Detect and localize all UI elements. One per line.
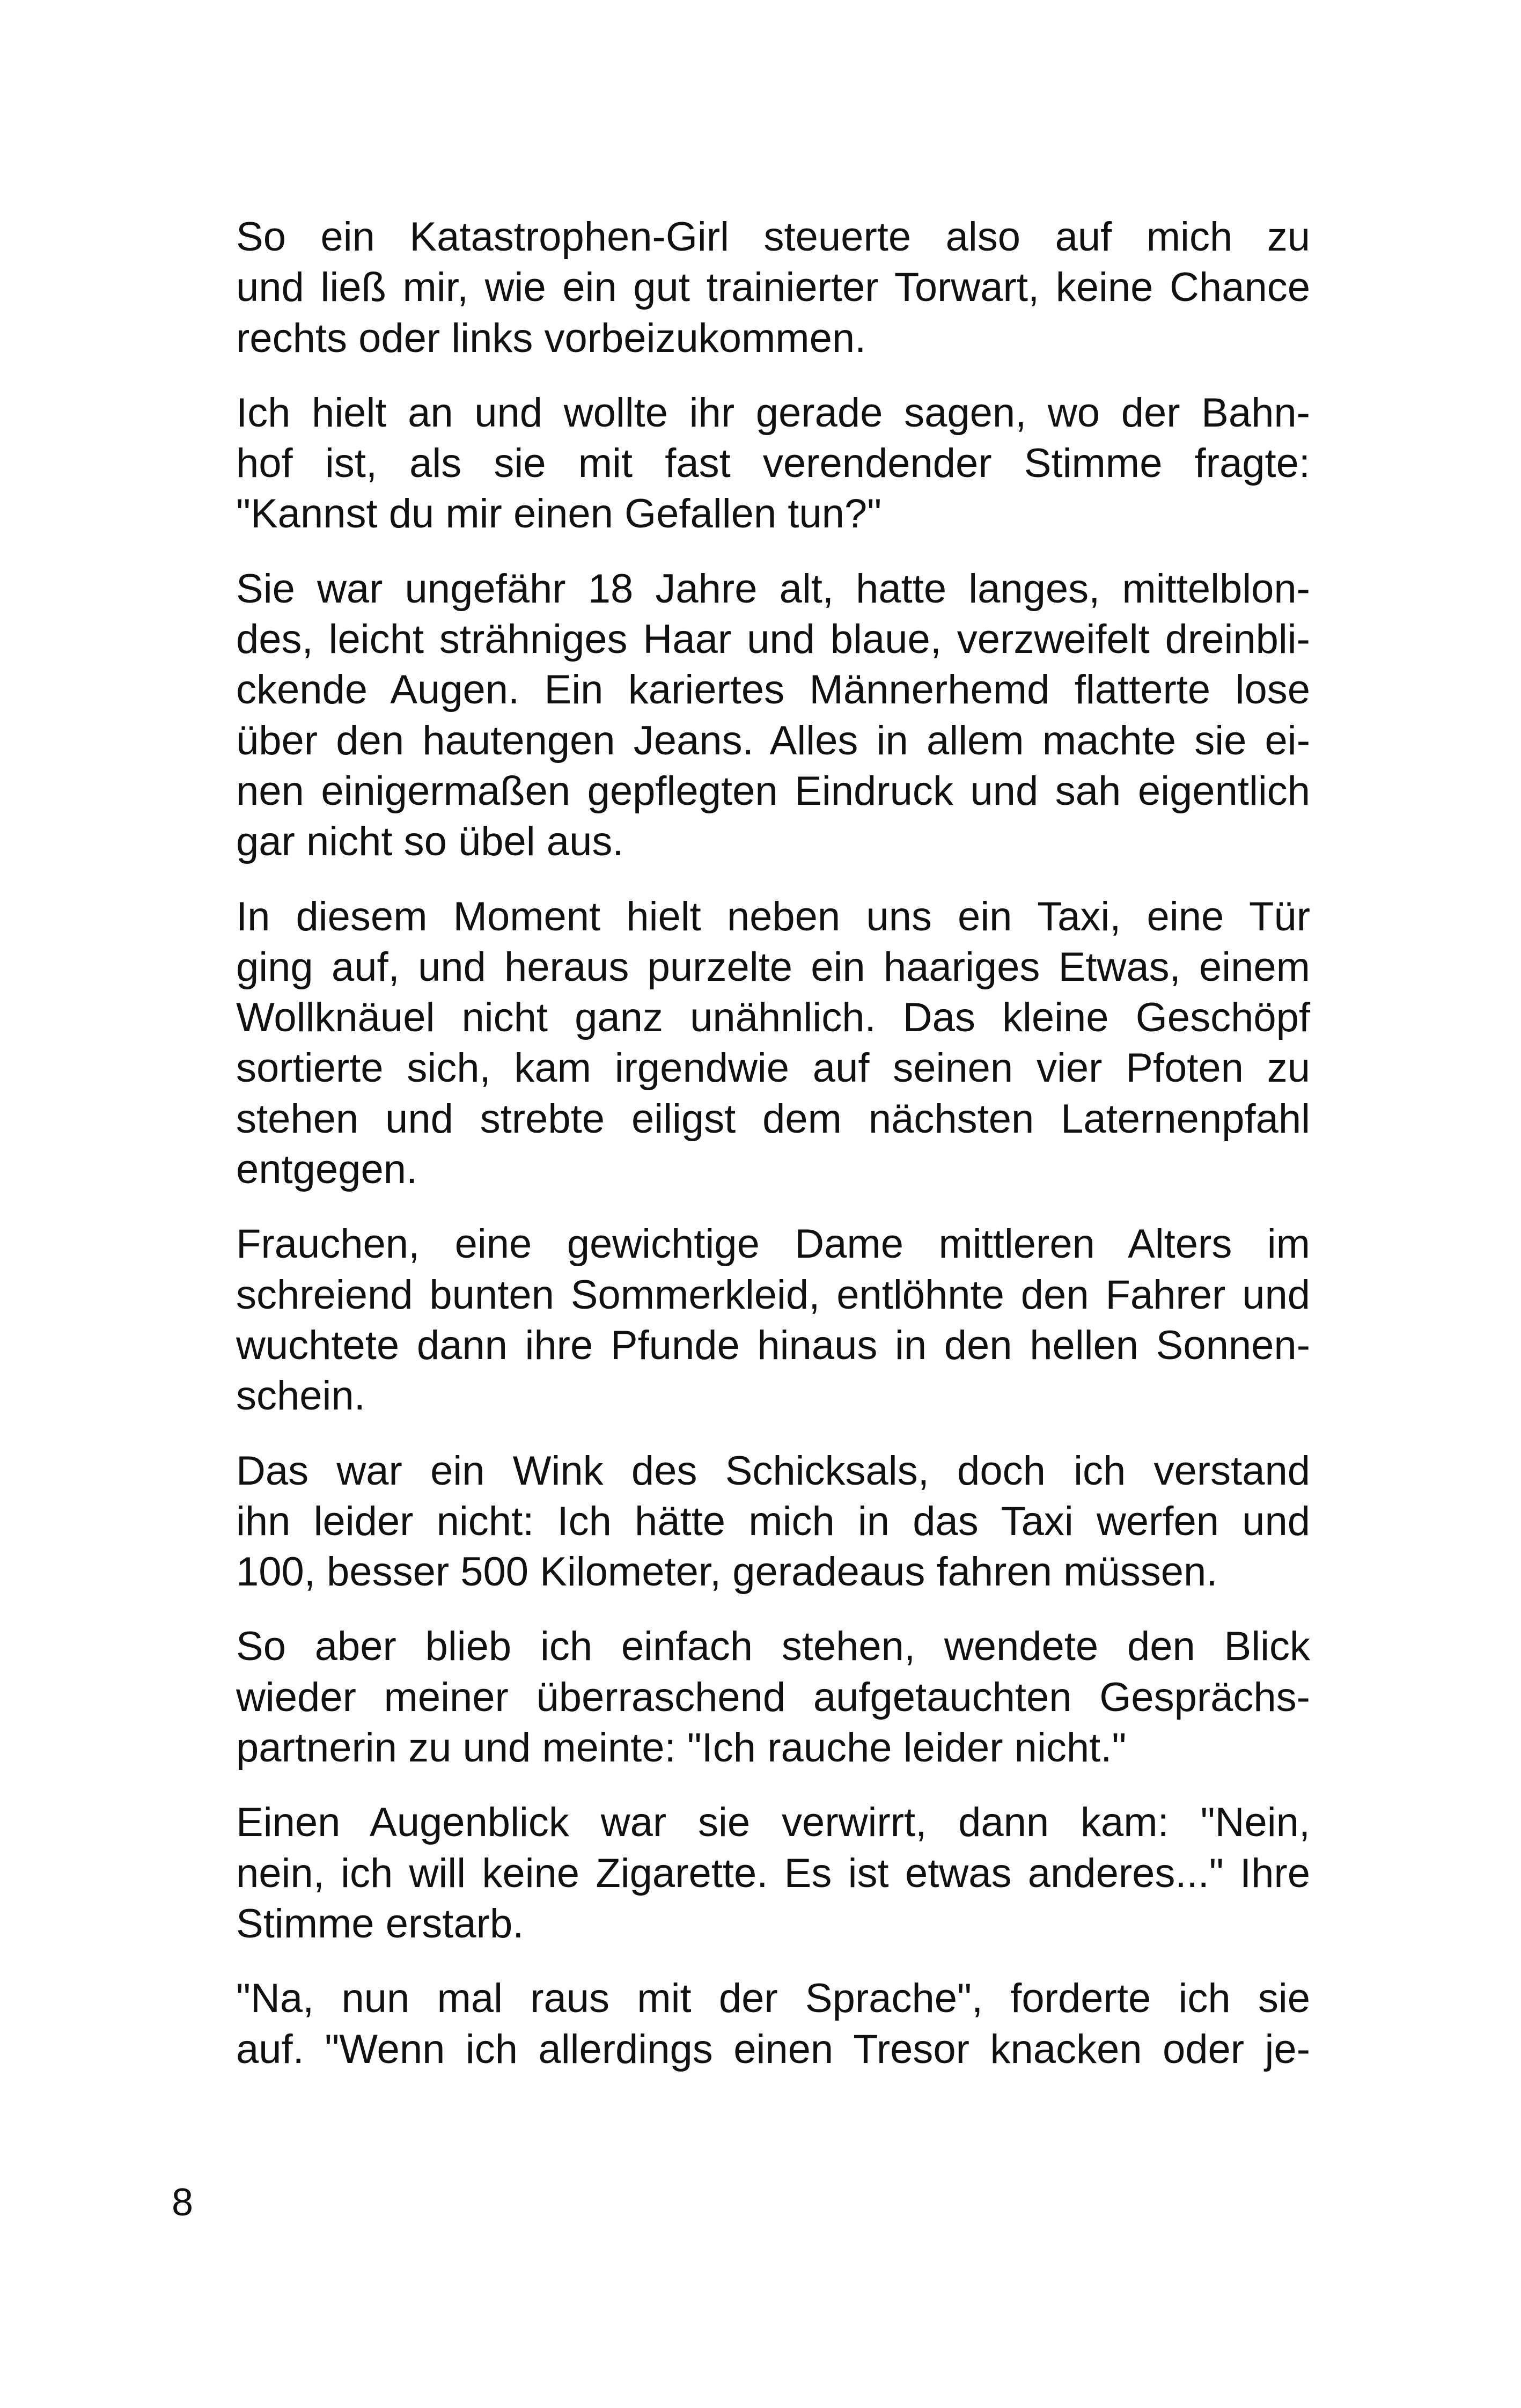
text-line: In diesem Moment hielt neben uns ein Taxi, eine Tür	[236, 893, 1310, 939]
text-line: schreiend bunten Sommerkleid, entlöhnte den Fahrer und	[236, 1272, 1310, 1318]
text-line: Einen Augenblick war sie verwirrt, dann kam: "Nein,	[236, 1800, 1310, 1846]
text-line: Das war ein Wink des Schicksals, doch ich verstand	[236, 1448, 1310, 1494]
paragraph	[175, 388, 1310, 540]
text-line: stehen und strebte eiligst dem nächsten Laternenpfahl	[236, 1096, 1310, 1142]
page-number: 8	[172, 2181, 194, 2224]
text-line: Ich hielt an und wollte ihr gerade sagen, wo der Bahn-	[236, 390, 1310, 436]
text-line: Frauchen, eine gewichtige Dame mittleren Alters im	[236, 1221, 1310, 1267]
text-line: ihn leider nicht: Ich hätte mich in das Taxi werfen und	[236, 1498, 1310, 1544]
text-line: entgegen.	[236, 1147, 418, 1193]
text-line: ckende Augen. Ein kariertes Männerhemd flatterte lose	[236, 667, 1310, 713]
text-line: sortierte sich, kam irgendwie auf seinen vier Pfoten zu	[236, 1045, 1310, 1091]
text-line: wieder meiner überraschend aufgetauchten Gesprächs-	[236, 1674, 1310, 1720]
text-line: gar nicht so übel aus.	[236, 819, 624, 865]
paragraph	[175, 564, 1310, 868]
text-line: des, leicht strähniges Haar und blaue, verzweifelt dreinbli-	[236, 616, 1310, 663]
text-line: partnerin zu und meinte: "Ich rauche leider nicht."	[236, 1725, 1127, 1771]
text-line: nen einigermaßen gepflegten Eindruck und sah eigentlich	[236, 768, 1310, 814]
text-line: und ließ mir, wie ein gut trainierter Torwart, keine Chance	[236, 265, 1310, 311]
text-line: hof ist, als sie mit fast verendender Stimme fragte:	[236, 441, 1310, 487]
text-line: "Na, nun mal raus mit der Sprache", forderte ich sie	[236, 1976, 1310, 2022]
body-text	[175, 212, 1310, 2099]
paragraph	[175, 1797, 1310, 1949]
paragraph	[175, 1446, 1310, 1598]
text-line: auf. "Wenn ich allerdings einen Tresor knacken oder je-	[236, 2026, 1310, 2072]
text-line: ging auf, und heraus purzelte ein haariges Etwas, einem	[236, 944, 1310, 990]
paragraph	[175, 1621, 1310, 1773]
text-line: rechts oder links vorbeizukommen.	[236, 315, 866, 361]
paragraph	[175, 1973, 1310, 2075]
text-line: 100, besser 500 Kilometer, geradeaus fahren müssen.	[236, 1549, 1218, 1595]
text-line: schein.	[236, 1373, 365, 1419]
text-line: wuchtete dann ihre Pfunde hinaus in den hellen Sonnen-	[236, 1322, 1310, 1368]
text-line: So ein Katastrophen-Girl steuerte also auf mich zu	[236, 214, 1310, 260]
text-line: Stimme erstarb.	[236, 1900, 524, 1947]
text-line: nein, ich will keine Zigarette. Es ist etwas anderes..." Ihre	[236, 1850, 1310, 1896]
paragraph	[175, 212, 1310, 364]
text-line: Wollknäuel nicht ganz unähnlich. Das kleine Geschöpf	[236, 995, 1310, 1041]
text-line: Sie war ungefähr 18 Jahre alt, hatte langes, mittelblon-	[236, 566, 1310, 612]
text-line: "Kannst du mir einen Gefallen tun?"	[236, 491, 882, 537]
paragraph	[175, 892, 1310, 1195]
text-line: über den hautengen Jeans. Alles in allem machte sie ei-	[236, 717, 1310, 763]
text-line: So aber blieb ich einfach stehen, wendete den Blick	[236, 1624, 1310, 1670]
paragraph	[175, 1219, 1310, 1421]
